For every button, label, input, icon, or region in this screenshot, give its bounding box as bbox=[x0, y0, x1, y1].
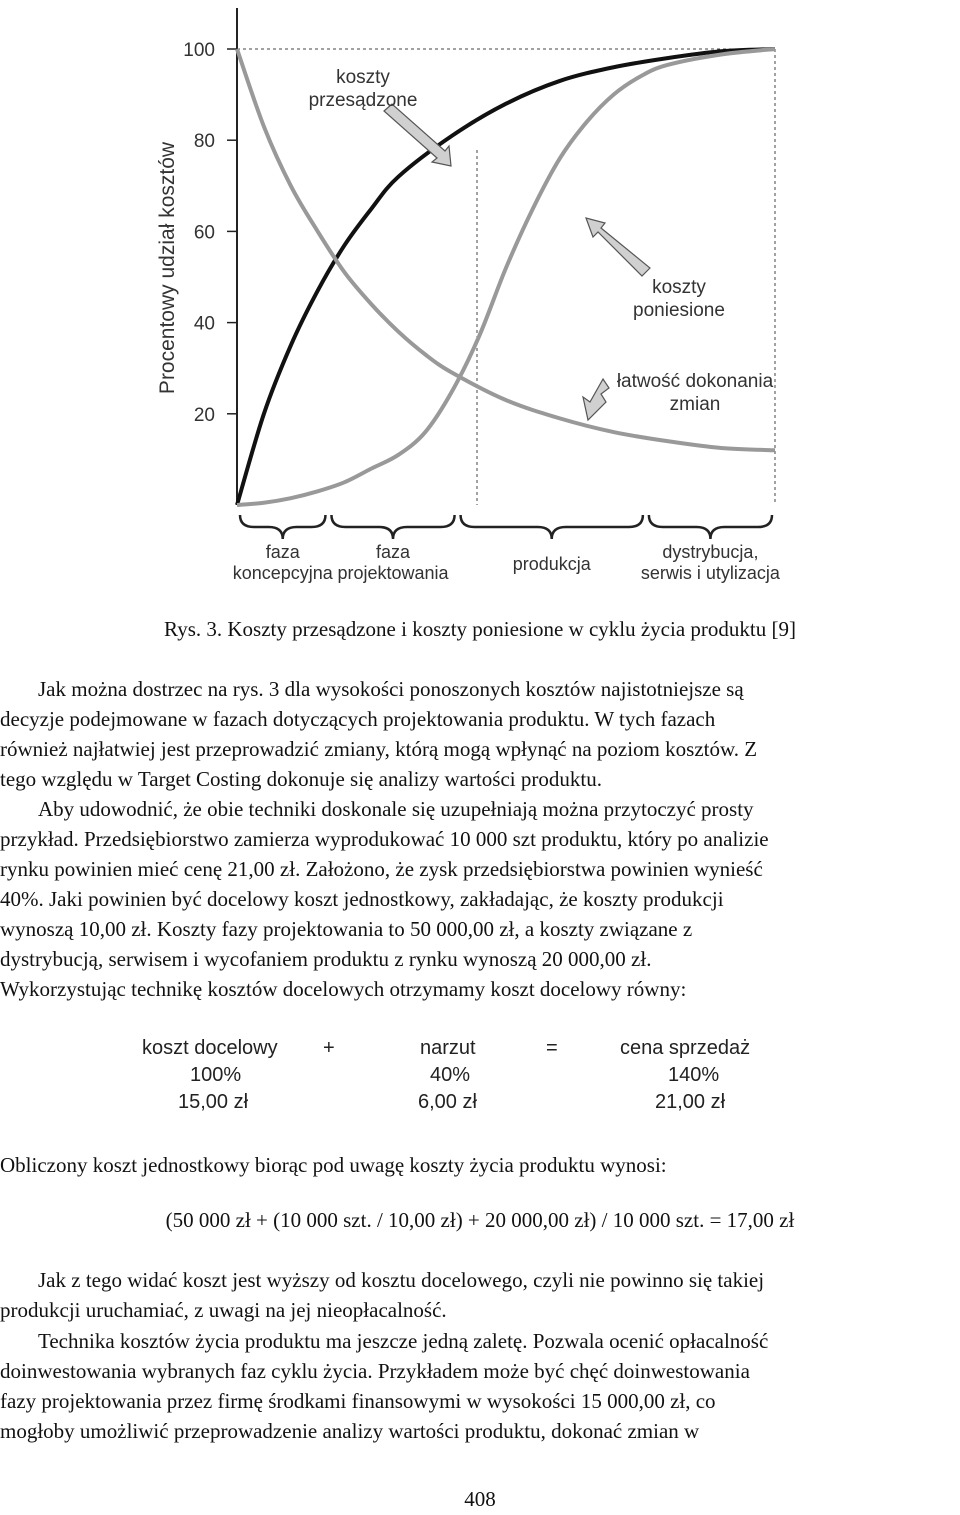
y-tick-label: 60 bbox=[193, 222, 215, 244]
y-tick-label: 40 bbox=[193, 313, 215, 335]
formula-target-cost-percent: 100% bbox=[190, 1064, 242, 1086]
p1-line: również najłatwiej jest przeprowadzić zmiany, którą mogą wpłynąć na poziom kosztów. Z bbox=[0, 737, 758, 761]
arrow-ease-of-change bbox=[583, 379, 609, 420]
p1-line: Jak można dostrzec na rys. 3 dla wysokości ponoszonych kosztów najistotniejsze są bbox=[38, 677, 744, 701]
phase-brace bbox=[461, 515, 643, 539]
annotation-ease-line2: zmian bbox=[669, 394, 721, 415]
p5-line: Technika kosztów życia produktu ma jeszcze jedną zaletę. Pozwala ocenić opłacalność bbox=[38, 1329, 769, 1353]
p2-line: 40%. Jaki powinien być docelowy koszt jednostkowy, zakładając, że koszty produkcji bbox=[0, 887, 724, 911]
formula-equals: = bbox=[546, 1037, 558, 1059]
annotation-ease-line1: łatwość dokonania bbox=[616, 371, 774, 392]
p4-line: Jak z tego widać koszt jest wyższy od kosztu docelowego, czyli nie powinno się takiej bbox=[38, 1268, 765, 1292]
arrow-committed-costs bbox=[384, 104, 451, 166]
figure-caption: Rys. 3. Koszty przesądzone i koszty poniesione w cyklu życia produktu [9] bbox=[164, 617, 796, 641]
y-tick-label: 80 bbox=[193, 131, 215, 153]
p2-line: przykład. Przedsiębiorstwo zamierza wyprodukować 10 000 szt produktu, który po analizie bbox=[0, 827, 769, 851]
formula-price-amount: 21,00 zł bbox=[655, 1091, 726, 1113]
arrow-incurred-costs bbox=[586, 218, 650, 276]
formula-amount-row bbox=[130, 1091, 830, 1118]
p5-line: mogłoby umożliwić przeprowadzenie analizy wartości produktu, dokonać zmian w bbox=[0, 1419, 700, 1443]
formula-markup-percent: 40% bbox=[430, 1064, 471, 1086]
phase-label: koncepcyjna bbox=[232, 563, 333, 583]
p2-line: wynoszą 10,00 zł. Koszty fazy projektowania to 50 000,00 zł, a koszty związane z bbox=[0, 917, 693, 941]
p5-line: doinwestowania wybranych faz cyklu życia. Przykładem może być chęć doinwestowania bbox=[0, 1359, 750, 1383]
phase-brace bbox=[240, 515, 325, 539]
formula-target-cost-label: koszt docelowy bbox=[142, 1037, 278, 1059]
paragraph-5 bbox=[0, 1326, 960, 1446]
annotation-ease bbox=[617, 371, 774, 415]
annotation-incurred bbox=[633, 277, 725, 321]
page-number: 408 bbox=[464, 1487, 496, 1511]
target-cost-formula bbox=[130, 1037, 830, 1118]
paragraph-1 bbox=[0, 674, 960, 794]
p4-line: produkcji uruchamiać, z uwagi na jej nieopłacalność. bbox=[0, 1298, 447, 1322]
p1-line: tego względu w Target Costing dokonuje się analizy wartości produktu. bbox=[0, 767, 602, 791]
phase-brace bbox=[331, 515, 454, 539]
annotation-committed-line1: koszty bbox=[336, 67, 390, 88]
annotation-incurred-line1: koszty bbox=[652, 277, 706, 298]
formula-target-cost-amount: 15,00 zł bbox=[178, 1091, 249, 1113]
y-tick-label: 100 bbox=[183, 40, 215, 61]
formula-plus: + bbox=[323, 1037, 335, 1059]
y-tick-label: 20 bbox=[193, 404, 215, 426]
phase-label: dystrybucja, bbox=[662, 542, 759, 562]
cost-lifecycle-chart bbox=[0, 0, 960, 600]
p5-line: fazy projektowania przez firmę środkami finansowymi w wysokości 15 000,00 zł, co bbox=[0, 1389, 716, 1413]
phase-brace bbox=[649, 515, 772, 539]
p2-line: rynku powinien mieć cenę 21,00 zł. Założono, że zysk przedsiębiorstwa powinien wynieść bbox=[0, 857, 763, 881]
formula-percent-row bbox=[130, 1064, 830, 1091]
paragraph-4 bbox=[0, 1265, 960, 1325]
phase-label: serwis i utylizacja bbox=[640, 563, 780, 583]
p2-line: Wykorzystując technikę kosztów docelowych otrzymamy koszt docelowy równy: bbox=[0, 977, 687, 1001]
phase-label: projektowania bbox=[337, 563, 449, 583]
phase-label: faza bbox=[265, 542, 300, 562]
formula-header-row bbox=[130, 1037, 830, 1064]
annotation-committed-line2: przesądzone bbox=[308, 90, 418, 111]
p2-line: dystrybucją, serwisem i wycofaniem produktu z rynku wynoszą 20 000,00 zł. bbox=[0, 947, 652, 971]
lifecycle-cost-calculation: (50 000 zł + (10 000 szt. / 10,00 zł) + 20 000,00 zł) / 10 000 szt. = 17,00 zł bbox=[165, 1208, 795, 1232]
formula-markup-amount: 6,00 zł bbox=[418, 1091, 477, 1113]
phase-label: faza bbox=[376, 542, 411, 562]
formula-price-percent: 140% bbox=[668, 1064, 720, 1086]
paragraph-3 bbox=[0, 1150, 960, 1180]
annotation-committed bbox=[309, 67, 418, 111]
y-axis-label: Procentowy udział kosztów bbox=[156, 141, 179, 395]
formula-markup-label: narzut bbox=[420, 1037, 476, 1059]
paragraph-2 bbox=[0, 794, 960, 1004]
p2-line: Aby udowodnić, że obie techniki doskonale się uzupełniają można przytoczyć prosty bbox=[38, 797, 754, 821]
p1-line: decyzje podejmowane w fazach dotyczących projektowania produktu. W tych fazach bbox=[0, 707, 716, 731]
annotation-incurred-line2: poniesione bbox=[633, 300, 725, 321]
p3-line: Obliczony koszt jednostkowy biorąc pod uwagę koszty życia produktu wynosi: bbox=[0, 1153, 667, 1177]
formula-price-label: cena sprzedaż bbox=[620, 1037, 751, 1059]
phase-label: produkcja bbox=[512, 554, 591, 574]
